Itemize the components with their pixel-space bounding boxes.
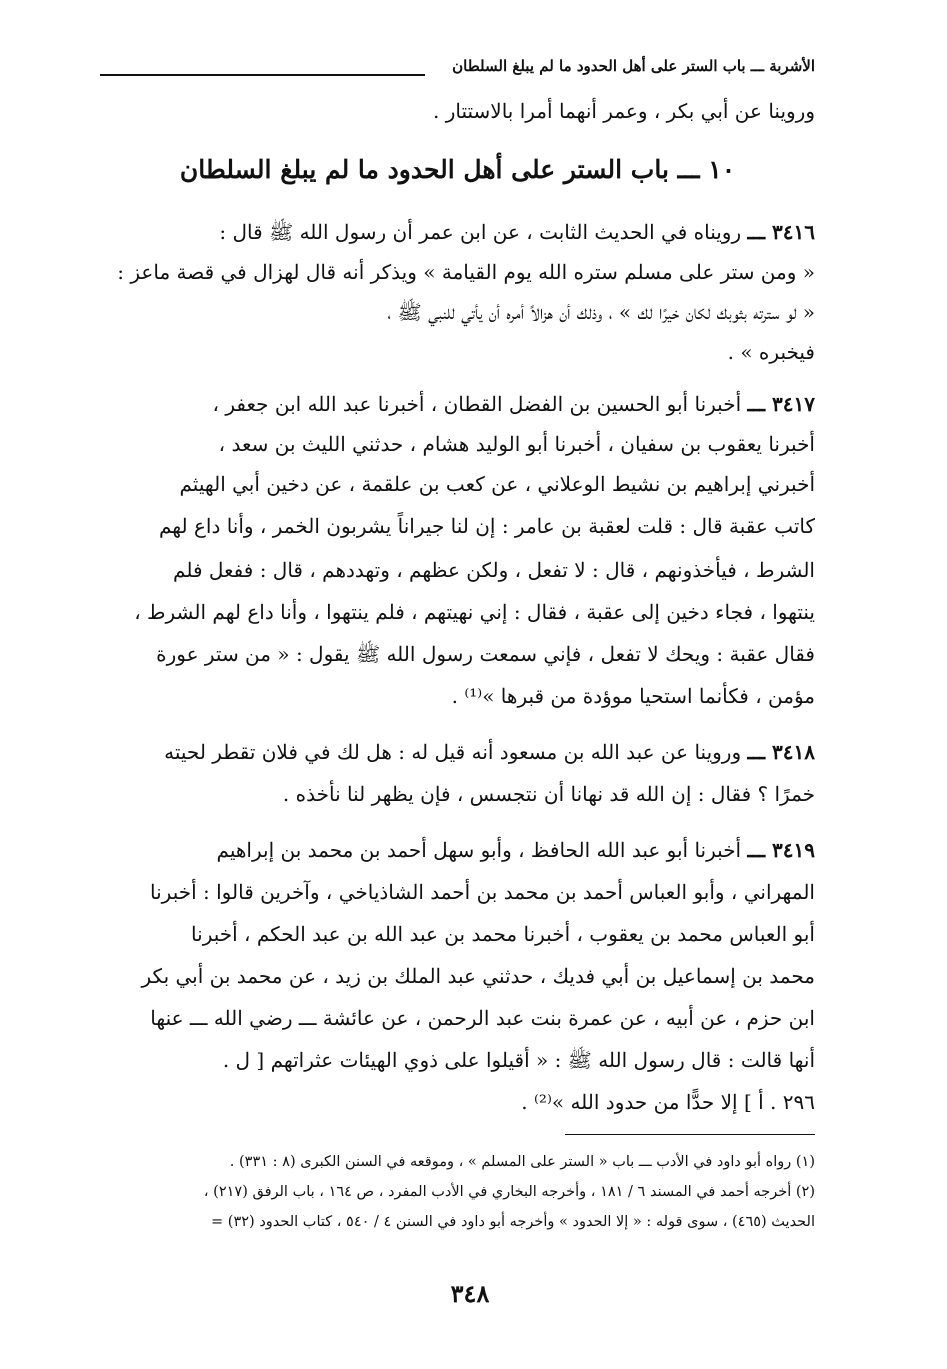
hadith-3418-line-1 [100, 734, 815, 770]
hadith-number: ٣٤١٩ ـــ [747, 838, 815, 862]
footnote-2: (٢) أخرجه أحمد في المسند ٦ / ١٨١ ، وأخرجه البخاري في الأدب المفرد ، ص ١٦٤ ، باب الرفق (٢١٧) ، [203, 1184, 815, 1200]
hadith-number: ٣٤١٦ ـــ [747, 220, 815, 244]
hadith-3419-line-1 [100, 832, 815, 868]
hadith-3417-line-6: ينتهوا ، فجاء دخين إلى عقبة ، فقال : إني نهيتهم ، فلم ينتهوا ، وأنا داع لهم الشرط ، [134, 600, 815, 624]
hadith-3419-line-5: ابن حزم ، عن أبيه ، عن عمرة بنت عبد الرحمن ، عن عائشة ـــ رضي الله ـــ عنها [150, 1006, 815, 1030]
running-header: الأشربة ـــ باب الستر على أهل الحدود ما لم يبلغ السلطان [452, 57, 815, 75]
hadith-3417-line-4: كاتب عقبة قال : قلت لعقبة بن عامر : إن لنا جيراناً يشربون الخمر ، وأنا داع لهم [158, 514, 815, 538]
footnote-1: (١) رواه أبو داود في الأدب ـــ باب « الستر على المسلم » ، وموقعه في السنن الكبرى (٨ : ٣٣١) . [229, 1154, 815, 1170]
hadith-3419-line-2: المهراني ، وأبو العباس أحمد بن محمد بن أحمد الشاذياخي ، وآخرين قالوا : أخبرنا [150, 880, 815, 904]
hadith-3416-line-2: « ومن ستر على مسلم ستره الله يوم القيامة » ويذكر أنه قال لهزال في قصة ماعز : [117, 260, 815, 284]
hadith-3419-line-3: أبو العباس محمد بن يعقوب ، أخبرنا محمد بن عبد الله بن عبد الحكم ، أخبرنا [191, 922, 815, 946]
hadith-3416-line-1 [100, 214, 815, 250]
footnote-rule [565, 1134, 815, 1135]
header-rule [100, 74, 425, 76]
hadith-3417-line-5: الشرط ، فيأخذونهم ، قال : لا تفعل ، ولكن عظهم ، وتهددهم ، قال : ففعل فلم [173, 558, 815, 582]
hadith-text: أخبرنا أبو الحسين بن الفضل القطان ، أخبرنا عبد الله ابن جعفر ، [212, 392, 742, 416]
intro-line: وروينا عن أبي بكر ، وعمر أنهما أمرا بالاستتار . [433, 99, 815, 123]
hadith-3417-line-3: أخبرني إبراهيم بن نشيط الوعلاني ، عن كعب بن علقمة ، عن دخين أبي الهيثم [179, 472, 815, 496]
hadith-3416-line-4: فيخبره » . [727, 340, 815, 364]
hadith-3419-line-7: ٢٩٦ . أ ] إلا حدًّا من حدود الله »⁽²⁾ . [521, 1090, 815, 1114]
hadith-number: ٣٤١٧ ـــ [747, 392, 815, 416]
hadith-3417-line-2: أخبرنا يعقوب بن سفيان ، أخبرنا أبو الوليد هشام ، حدثني الليث بن سعد ، [218, 432, 815, 456]
hadith-3419-line-4: محمد بن إسماعيل بن أبي فديك ، حدثني عبد الملك بن زيد ، عن محمد بن أبي بكر [141, 964, 815, 988]
hadith-3417-line-8: مؤمن ، فكأنما استحيا موؤدة من قبرها »⁽¹⁾ . [451, 684, 815, 708]
hadith-3416-line-3: « لو سترته بثوبك لكان خيرًا لك » ، وذلك أن هزالاً أمره أن يأتي للنبي ﷺ ، [387, 300, 815, 324]
footnote-2-continued: الحديث (٤٦٥) ، سوى قوله : « إلا الحدود » وأخرجه أبو داود في السنن ٤ / ٥٤٠ ، كتاب الحدود (٣٢) = [211, 1214, 815, 1230]
hadith-3419-line-6: أنها قالت : قال رسول الله ﷺ : « أقيلوا على ذوي الهيئات عثراتهم [ ل . [222, 1048, 815, 1072]
hadith-text: وروينا عن عبد الله بن مسعود أنه قيل له : هل لك في فلان تقطر لحيته [164, 740, 742, 764]
hadith-3417-line-1 [100, 386, 815, 422]
chapter-title: ١٠ ـــ باب الستر على أهل الحدود ما لم يبلغ السلطان [179, 155, 736, 184]
hadith-text: رويناه في الحديث الثابت ، عن ابن عمر أن رسول الله ﷺ قال : [219, 220, 742, 244]
hadith-3417-line-7: فقال عقبة : ويحك لا تفعل ، فإني سمعت رسول الله ﷺ يقول : « من ستر عورة [156, 642, 815, 666]
hadith-3418-line-2: خمرًا ؟ فقال : إن الله قد نهانا أن نتجسس ، فإن يظهر لنا نأخذه . [282, 782, 815, 806]
hadith-number: ٣٤١٨ ـــ [747, 740, 815, 764]
hadith-text: أخبرنا أبو عبد الله الحافظ ، وأبو سهل أحمد بن محمد بن إبراهيم [216, 838, 742, 862]
page-number: ٣٤٨ [450, 1279, 490, 1308]
